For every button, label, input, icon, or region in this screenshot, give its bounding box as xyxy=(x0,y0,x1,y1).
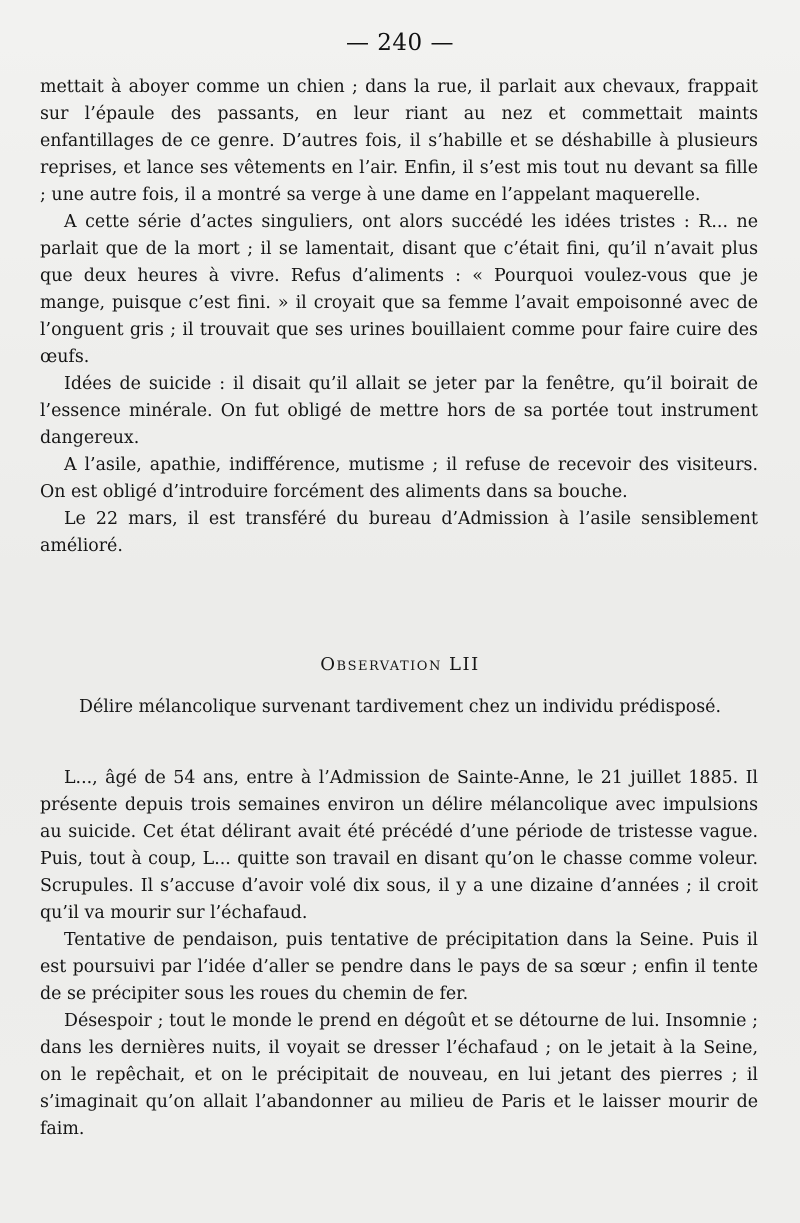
paragraph: L..., âgé de 54 ans, entre à l’Admission de Sainte-Anne, le 21 juillet 1885. Il présente depuis trois semaines environ un délire mélancolique avec impulsions au suicide. Cet état délirant avait été précédé d’une période de tristesse vague. Puis, tout à coup, L... quitte son travail en disant qu’on le chasse comme voleur. Scrupules. Il s’accuse d’avoir volé dix sous, il y a une dizaine d’années ; il croit qu’il va mourir sur l’échafaud. xyxy=(40,768,758,923)
observation-heading: Observation LII xyxy=(320,654,480,675)
paragraph: Le 22 mars, il est transféré du bureau d’Admission à l’asile sensiblement amélioré. xyxy=(40,509,758,556)
paragraph: Désespoir ; tout le monde le prend en dégoût et se détourne de lui. Insomnie ; dans les dernières nuits, il voyait se dresser l’échafaud ; on le jetait à la Seine, on le repêchait, et on le précipitait de nouveau, en lui jetant des pierres ; il s’imaginait qu’on allait l’abandonner au milieu de Paris et le laisser mourir de faim. xyxy=(40,1011,758,1139)
page-number: — 240 — xyxy=(345,30,455,56)
paragraph: A l’asile, apathie, indifférence, mutisme ; il refuse de recevoir des visiteurs. On est obligé d’introduire forcément des aliments dans sa bouche. xyxy=(40,455,758,502)
text-block-previous-observation xyxy=(40,74,758,560)
observation-subtitle: Délire mélancolique survenant tardivement chez un individu prédisposé. xyxy=(79,697,721,717)
paragraph: A cette série d’actes singuliers, ont alors succédé les idées tristes : R... ne parlait que de la mort ; il se lamentait, disant que c’était fini, qu’il n’avait plus que deux heures à vivre. Refus d’aliments : « Pourquoi voulez-vous que je mange, puisque c’est fini. » il croyait que sa femme l’avait empoisonné avec de l’onguent gris ; il trouvait que ses urines bouillaient comme pour faire cuire des œufs. xyxy=(40,212,758,367)
paragraph: Idées de suicide : il disait qu’il allait se jeter par la fenêtre, qu’il boirait de l’essence minérale. On fut obligé de mettre hors de sa portée tout instrument dangereux. xyxy=(40,374,758,448)
text-block-observation-lii xyxy=(40,765,758,1143)
paragraph: Tentative de pendaison, puis tentative de précipitation dans la Seine. Puis il est poursuivi par l’idée d’aller se pendre dans le pays de sa sœur ; enfin il tente de se précipiter sous les roues du chemin de fer. xyxy=(40,930,758,1004)
paragraph: mettait à aboyer comme un chien ; dans la rue, il parlait aux chevaux, frappait sur l’épaule des passants, en leur riant au nez et commettait maints enfantillages de ce genre. D’autres fois, il s’habille et se déshabille à plusieurs reprises, et lance ses vêtements en l’air. Enfin, il s’est mis tout nu devant sa fille ; une autre fois, il a montré sa verge à une dame en l’appelant maquerelle. xyxy=(40,77,758,205)
